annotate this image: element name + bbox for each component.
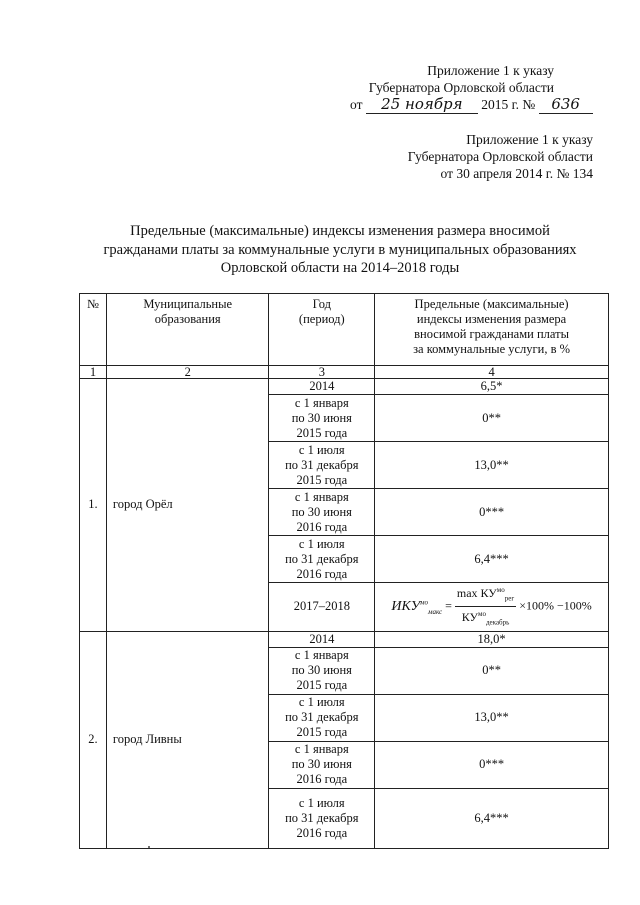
formula-numerator: $\max КУ^{мо}_{рег}$	[455, 583, 516, 607]
index-value: 13,0**	[375, 442, 609, 489]
period-cell: 2014	[269, 631, 375, 647]
scan-speck	[148, 846, 150, 848]
period-cell: с 1 января по 30 июня 2016 года	[269, 489, 375, 536]
row-number: 2.	[80, 631, 107, 848]
header-no: №	[80, 294, 107, 366]
row-number: 1.	[80, 379, 107, 632]
period-cell: 2017–2018	[269, 583, 375, 632]
handwritten-number: 636	[539, 96, 593, 114]
municipality-name: город Ливны	[106, 631, 269, 848]
old-appendix-line-1: Приложение 1 к указу	[466, 132, 593, 147]
index-value: 6,4***	[375, 536, 609, 583]
index-value: 0***	[375, 489, 609, 536]
index-value: 0**	[375, 647, 609, 694]
header-municipality: Муниципальные образования	[106, 294, 269, 366]
document-title	[90, 222, 590, 278]
index-value: 13,0**	[375, 694, 609, 741]
year-number-label: 2015 г. №	[481, 97, 536, 112]
formula-fraction	[455, 583, 516, 631]
tariff-index-table	[79, 293, 609, 849]
index-value: 0**	[375, 395, 609, 442]
title-line-2: гражданами платы за коммунальные услуги в муниципальных образованиях	[103, 241, 577, 258]
colnum-3: 3	[269, 366, 375, 379]
index-formula	[375, 583, 609, 632]
old-appendix-line-2: Губернатора Орловской области	[407, 149, 593, 164]
index-value: 6,5*	[375, 379, 609, 395]
handwritten-date: 25 ноября	[366, 96, 478, 114]
municipality-name: город Орёл	[106, 379, 269, 632]
colnum-1: 1	[80, 366, 107, 379]
table-row	[80, 379, 609, 395]
title-line-1: Предельные (максимальные) индексы изменения размера вносимой	[130, 223, 550, 239]
index-value: 6,4***	[375, 788, 609, 848]
period-cell: с 1 января по 30 июня 2016 года	[269, 741, 375, 788]
formula-lhs: $ИКУ^{мо}_{макс}$	[391, 597, 443, 616]
period-cell: с 1 июля по 31 декабря 2016 года	[269, 788, 375, 848]
date-prefix: от	[350, 97, 363, 112]
header-index: Предельные (максимальные) индексы изменения размера вносимой гражданами платы за коммунальные услуги, в %	[375, 294, 609, 366]
table-header-row	[80, 294, 609, 366]
period-cell: с 1 января по 30 июня 2015 года	[269, 647, 375, 694]
period-cell: с 1 января по 30 июня 2015 года	[269, 395, 375, 442]
period-cell: с 1 июля по 31 декабря 2015 года	[269, 442, 375, 489]
formula-denominator: $КУ^{мо}_{декабрь}$	[461, 610, 510, 627]
index-value: 0***	[375, 741, 609, 788]
appendix-header-old	[300, 131, 593, 182]
appendix-date-line	[350, 96, 610, 114]
column-number-row	[80, 366, 609, 379]
title-line-3: Орловской области на 2014–2018 годы	[220, 260, 460, 276]
appendix-line-2: Губернатора Орловской области	[368, 80, 554, 95]
colnum-2: 2	[106, 366, 269, 379]
table-row	[80, 631, 609, 647]
formula-tail: ×100% −100%	[519, 598, 592, 613]
period-cell: с 1 июля по 31 декабря 2015 года	[269, 694, 375, 741]
appendix-header-new	[300, 62, 554, 96]
colnum-4: 4	[375, 366, 609, 379]
header-period: Год (период)	[269, 294, 375, 366]
formula-equals: =	[445, 598, 452, 613]
period-cell: с 1 июля по 31 декабря 2016 года	[269, 536, 375, 583]
appendix-line-1: Приложение 1 к указу	[427, 63, 554, 78]
index-value: 18,0*	[375, 631, 609, 647]
period-cell: 2014	[269, 379, 375, 395]
old-appendix-line-3: от 30 апреля 2014 г. № 134	[440, 166, 593, 181]
